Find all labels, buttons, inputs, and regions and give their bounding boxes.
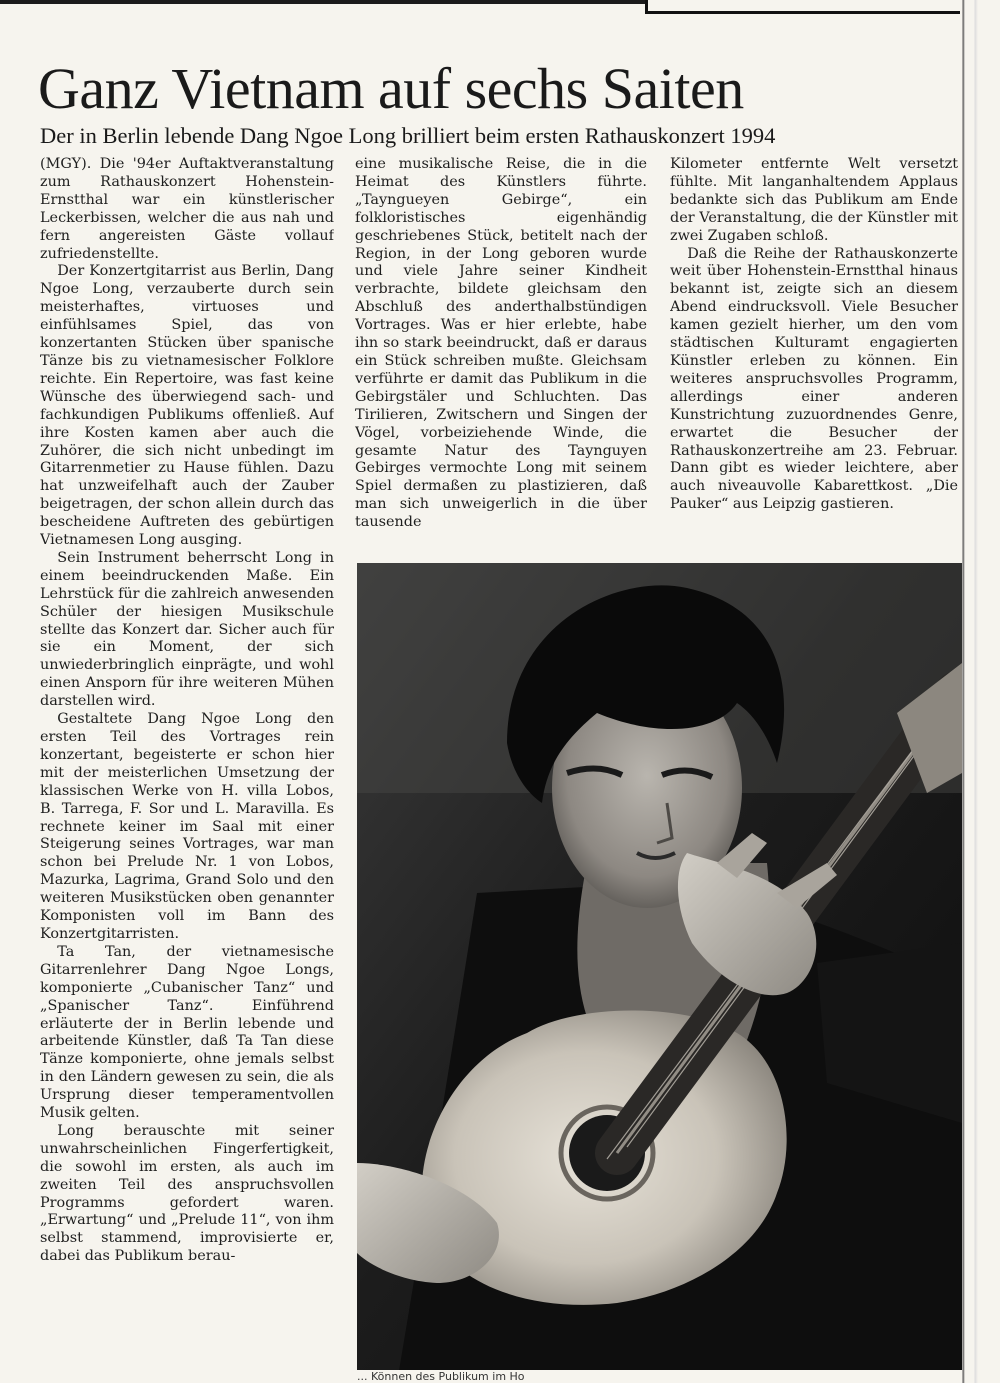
article-headline: Ganz Vietnam auf sechs Saiten bbox=[38, 56, 744, 121]
paragraph: (MGY). Die '94er Auftaktveranstaltung zum Rathauskonzert Hohenstein-Ernstthal war ein künstlerischer Leckerbissen, welcher die aus nah und fern angereisten Gäste vollauf zufriedenstellte. bbox=[40, 156, 334, 262]
article-column-3 bbox=[670, 156, 958, 552]
article-subheadline: Der in Berlin lebende Dang Ngoe Long brilliert beim ersten Rathauskonzert 1994 bbox=[40, 123, 776, 148]
article-column-1 bbox=[40, 156, 334, 1383]
guitarist-photo bbox=[357, 563, 962, 1383]
paragraph: Long berauschte mit seiner unwahrscheinlichen Fingerfertigkeit, die sowohl im ersten, als auch im zweiten Teil des anspruchsvollen Programms gefordert waren. „Erwartung“ und „Prelude 11“, von ihm selbst stammend, improvisierte er, dabei das Publikum berau- bbox=[40, 1122, 334, 1265]
paragraph: Ta Tan, der vietnamesische Gitarrenlehrer Dang Ngoe Longs, komponierte „Cubanischer Tanz“ und „Spanischer Tanz“. Einführend erläuterte der in Berlin lebende und arbeitende Künstler, daß Ta Tan diese Tänze komponierte, ohne jemals selbst in den Ländern gewesen zu sein, die als Ursprung dieser temperamentvollen Musik gelten. bbox=[40, 943, 334, 1122]
paragraph: Der Konzertgitarrist aus Berlin, Dang Ngoe Long, verzauberte durch sein meisterhaftes, virtuoses und einfühlsames Spiel, das von konzertanten Stücken über spanische Tänze bis zu vietnamesischer Folklore reichte. Ein Repertoire, was fast keine Wünsche des überwiegend sach- und fachkundigen Publikums offenließ. Auf ihre Kosten kamen aber auch die Zuhörer, die sich nicht unbedingt im Gitarrenmetier zu Hause fühlen. Dazu hat unzweifelhaft auch der Zauber beigetragen, der schon allein durch das bescheidene Auftreten des gebürtigen Vietnamesen Long ausging. bbox=[40, 263, 334, 549]
paragraph: Daß die Reihe der Rathauskonzerte weit über Hohenstein-Ernstthal hinaus bekannt ist, zeigte sich an diesem Abend eindrucksvoll. Viele Besucher kamen gezielt hierher, um den vom städtischen Kulturamt engagierten Künstler erleben zu können. Ein weiteres anspruchsvolles Programm, allerdings einer anderen Kunstrichtung zuzuordnendes Genre, erwartet die Besucher der Rathauskonzertreihe am 23. Februar. Dann gibt es wieder leichtere, aber auch niveauvolle Kabarettkost. „Die Pauker“ aus Leipzig gastieren. bbox=[670, 245, 958, 513]
top-frame-fragment bbox=[645, 0, 966, 14]
paragraph: Gestaltete Dang Ngoe Long den ersten Teil des Vortrages rein konzertant, begeisterte er schon hier mit der meisterlichen Umsetzung der klassischen Werke von H. villa Lobos, B. Tarrega, F. Sor und L. Maravilla. Es rechnete keiner im Saal mit einer Steigerung seines Vortrages, war man schon bei Prelude Nr. 1 von Lobos, Mazurka, Lagrima, Grand Solo und den weiteren Musikstücken oben genannter Komponisten voll im Bann des Konzertgitarristen. bbox=[40, 711, 334, 942]
article-column-2 bbox=[355, 156, 647, 552]
paragraph: Sein Instrument beherrscht Long in einem beeindruckenden Maße. Ein Lehrstück für die zahlreich anwesenden Schüler der hiesigen Musikschule stellte das Konzert dar. Sicher auch für sie ein Moment, der sich unwiederbringlich einprägte, und wohl einen Ansporn für ihre weiteren Mühen darstellen wird. bbox=[40, 549, 334, 710]
scan-right-edge bbox=[960, 0, 1000, 1383]
guitarist-photo-illustration bbox=[357, 563, 962, 1383]
paragraph: eine musikalische Reise, die in die Heimat des Künstlers führte. „Tayngueyen Gebirge“, ein folkloristisches eigenhändig geschriebenes Stück, betitelt nach der Region, in der Long geboren wurde und viele Jahre seiner Kindheit verbrachte, bildete gleichsam den Abschluß des anderthalbstündigen Vortrages. Was er hier erlebte, habe ihn so stark beeindruckt, daß er daraus ein Stück schreiben mußte. Gleichsam verführte er damit das Publikum in die Gebirgstäler und Schluchten. Das Tirilieren, Zwitschern und Singen der Vögel, vorbeiziehende Winde, die gesamte Natur des Taynguyen Gebirges vermochte Long mit seinem Spiel dermaßen zu plastizieren, daß man sich unweigerlich in die über tausende bbox=[355, 156, 647, 531]
paragraph: Kilometer entfernte Welt versetzt fühlte. Mit langanhaltendem Applaus bedankte sich das Publikum am Ende der Veranstaltung, die der Künstler mit zwei Zugaben schloß. bbox=[670, 156, 958, 244]
photo-caption-fragment: ... Können des Publikum im Ho bbox=[357, 1370, 962, 1383]
